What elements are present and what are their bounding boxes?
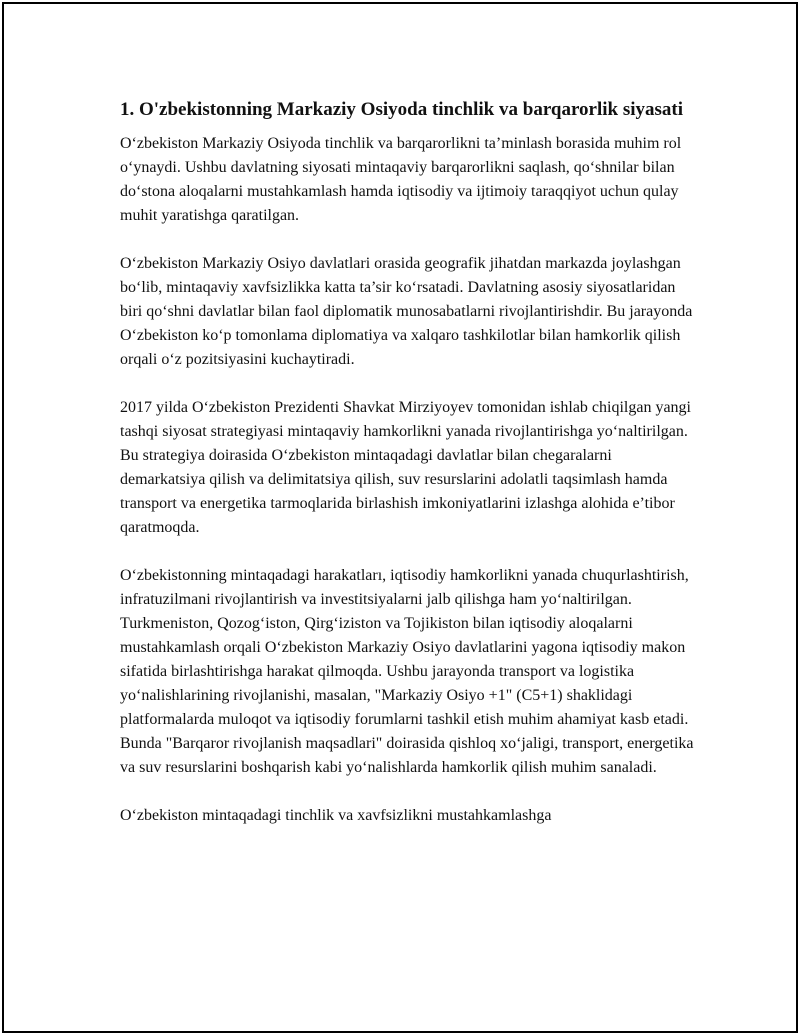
paragraph-3: 2017 yilda O‘zbekiston Prezidenti Shavkat Mirziyoyev tomonidan ishlab chiqilgan yangi tashqi siyosat strategiyasi mintaqaviy hamkorlikni yanada rivojlantirishga yo‘naltirilgan. Bu strategiya doirasida O‘zbekiston mintaqadagi davlatlar bilan chegaralarni demarkatsiya qilish va delimitatsiya qilish, suv resurslarini adolatli taqsimlash hamda transport va energetika tarmoqlarida birlashish imkoniyatlarini izlashga alohida e’tibor qaratmoqda. (120, 399, 691, 536)
document-content (120, 98, 696, 852)
paragraph-1: O‘zbekiston Markaziy Osiyoda tinchlik va barqarorlikni ta’minlash borasida muhim rol o‘ynaydi. Ushbu davlatning siyosati mintaqaviy barqarorlikni saqlash, qo‘shnilar bilan do‘stona aloqalarni mustahkamlash hamda iqtisodiy va ijtimoiy taraqqiyot uchun qulay muhit yaratishga qaratilgan. (120, 135, 682, 224)
paragraph-5: O‘zbekiston mintaqadagi tinchlik va xavfsizlikni mustahkamlashga (120, 807, 552, 824)
document-page (2, 2, 798, 1033)
section-heading: 1. O'zbekistonning Markaziy Osiyoda tinchlik va barqarorlik siyasati (120, 99, 684, 120)
paragraph-2: O‘zbekiston Markaziy Osiyo davlatlari orasida geografik jihatdan markazda joylashgan bo‘lib, mintaqaviy xavfsizlikka katta ta’sir ko‘rsatadi. Davlatning asosiy siyosatlaridan biri qo‘shni davlatlar bilan faol diplomatik munosabatlarni rivojlantirishdir. Bu jarayonda O‘zbekiston ko‘p tomonlama diplomatiya va xalqaro tashkilotlar bilan hamkorlik qilish orqali o‘z pozitsiyasini kuchaytiradi. (120, 255, 693, 368)
paragraph-4: O‘zbekistonning mintaqadagi harakatları, iqtisodiy hamkorlikni yanada chuqurlashtirish, infratuzilmani rivojlantirish va investitsiyalarni jalb qilishga ham yo‘naltirilgan. Turkmeniston, Qozog‘iston, Qirg‘iziston va Tojikiston bilan iqtisodiy aloqalarni mustahkamlash orqali O‘zbekiston Markaziy Osiyo davlatlarini yagona iqtisodiy makon sifatida birlashtirishga harakat qilmoqda. Ushbu jarayonda transport va logistika yo‘nalishlarining rivojlanishi, masalan, "Markaziy Osiyo +1" (C5+1) shaklidagi platformalarda muloqot va iqtisodiy forumlarni tashkil etish muhim ahamiyat kasb etadi. Bunda "Barqaror rivojlanish maqsadlari" doirasida qishloq xo‘jaligi, transport, energetika va suv resurslarini boshqarish kabi yo‘nalishlarda hamkorlik qilish muhim sanaladi. (120, 567, 694, 776)
